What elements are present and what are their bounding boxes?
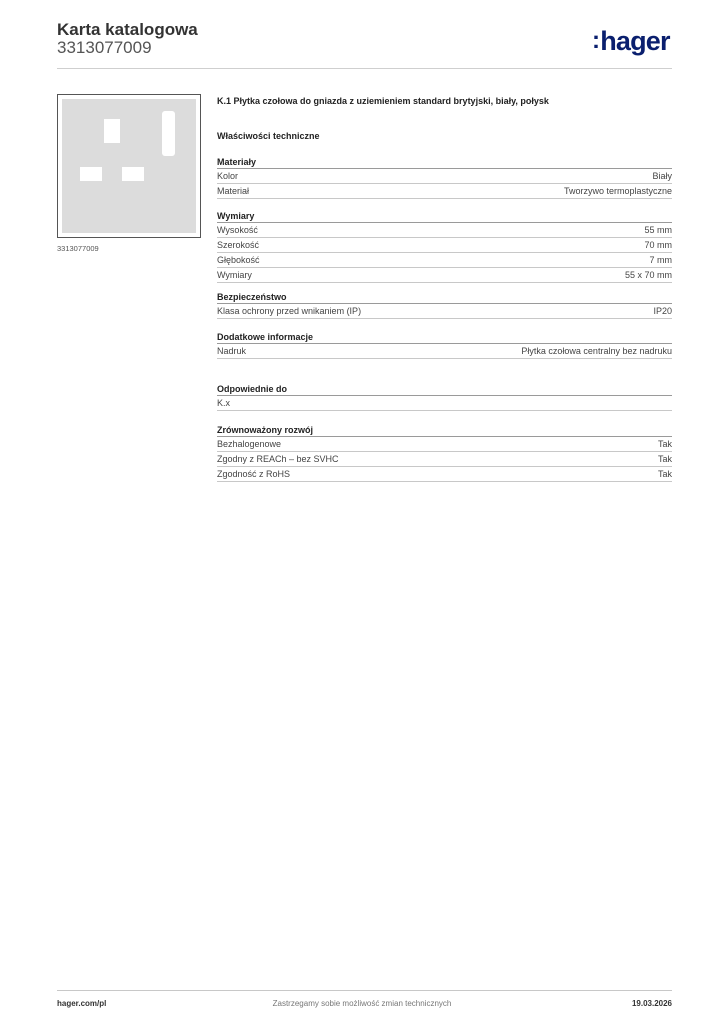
spec-label: Bezhalogenowe bbox=[217, 439, 282, 449]
spec-row bbox=[217, 304, 672, 319]
neutral-pin-slot bbox=[122, 167, 144, 181]
document-title: Karta katalogowa bbox=[57, 20, 198, 39]
spec-value: Tak bbox=[657, 439, 672, 449]
spec-value: 55 x 70 mm bbox=[624, 270, 672, 280]
image-caption: 3313077009 bbox=[57, 244, 99, 253]
spec-row bbox=[217, 253, 672, 268]
earth-pin-slot bbox=[104, 119, 120, 143]
section-heading: Bezpieczeństwo bbox=[217, 291, 672, 304]
product-title: K.1 Płytka czołowa do gniazda z uziemieniem standard brytyjski, biały, połysk bbox=[217, 96, 549, 106]
spec-row bbox=[217, 238, 672, 253]
spec-row bbox=[217, 268, 672, 283]
spec-label: Materiał bbox=[217, 186, 250, 196]
spec-label: K.x bbox=[217, 398, 231, 408]
section-safety bbox=[217, 291, 672, 319]
spec-row bbox=[217, 452, 672, 467]
spec-label: Szerokość bbox=[217, 240, 260, 250]
spec-row bbox=[217, 223, 672, 238]
footer-notice: Zastrzegamy sobie możliwość zmian technicznych bbox=[272, 999, 452, 1008]
switch-slot bbox=[162, 111, 175, 156]
section-heading: Odpowiednie do bbox=[217, 383, 672, 396]
logo-colon-icon: : bbox=[592, 27, 600, 54]
header-divider bbox=[57, 68, 672, 69]
spec-row bbox=[217, 184, 672, 199]
spec-row bbox=[217, 396, 672, 411]
section-materials bbox=[217, 156, 672, 199]
spec-label: Zgodność z RoHS bbox=[217, 469, 291, 479]
spec-value: 70 mm bbox=[644, 240, 672, 250]
hager-logo bbox=[592, 26, 670, 57]
section-heading: Zrównoważony rozwój bbox=[217, 424, 672, 437]
product-code: 3313077009 bbox=[57, 38, 152, 57]
footer-date: 19.03.2026 bbox=[631, 999, 672, 1008]
spec-label: Wymiary bbox=[217, 270, 252, 280]
section-heading: Dodatkowe informacje bbox=[217, 331, 672, 344]
section-dimensions bbox=[217, 210, 672, 283]
footer-website-link[interactable]: hager.com/pl bbox=[57, 999, 107, 1008]
faceplate-illustration bbox=[62, 99, 196, 233]
properties-heading: Właściwości techniczne bbox=[217, 131, 320, 141]
section-sustainability bbox=[217, 424, 672, 482]
spec-label: Zgodny z REACh – bez SVHC bbox=[217, 454, 339, 464]
spec-label: Kolor bbox=[217, 171, 239, 181]
spec-row bbox=[217, 344, 672, 359]
spec-row bbox=[217, 169, 672, 184]
spec-row bbox=[217, 467, 672, 482]
spec-label: Klasa ochrony przed wnikaniem (IP) bbox=[217, 306, 362, 316]
spec-value: Tworzywo termoplastyczne bbox=[563, 186, 672, 196]
logo-text: hager bbox=[600, 26, 670, 56]
section-heading: Wymiary bbox=[217, 210, 672, 223]
section-suitable-for bbox=[217, 383, 672, 411]
live-pin-slot bbox=[80, 167, 102, 181]
product-image bbox=[57, 94, 201, 238]
spec-value: 7 mm bbox=[649, 255, 672, 265]
spec-label: Wysokość bbox=[217, 225, 258, 235]
spec-value: Tak bbox=[657, 454, 672, 464]
spec-row bbox=[217, 437, 672, 452]
section-heading: Materiały bbox=[217, 156, 672, 169]
spec-value: Tak bbox=[657, 469, 672, 479]
footer-divider bbox=[57, 990, 672, 991]
spec-label: Głębokość bbox=[217, 255, 260, 265]
spec-value: Biały bbox=[652, 171, 672, 181]
spec-value: IP20 bbox=[653, 306, 672, 316]
spec-label: Nadruk bbox=[217, 346, 247, 356]
spec-value: Płytka czołowa centralny bez nadruku bbox=[521, 346, 672, 356]
spec-value: 55 mm bbox=[644, 225, 672, 235]
section-additional-info bbox=[217, 331, 672, 359]
